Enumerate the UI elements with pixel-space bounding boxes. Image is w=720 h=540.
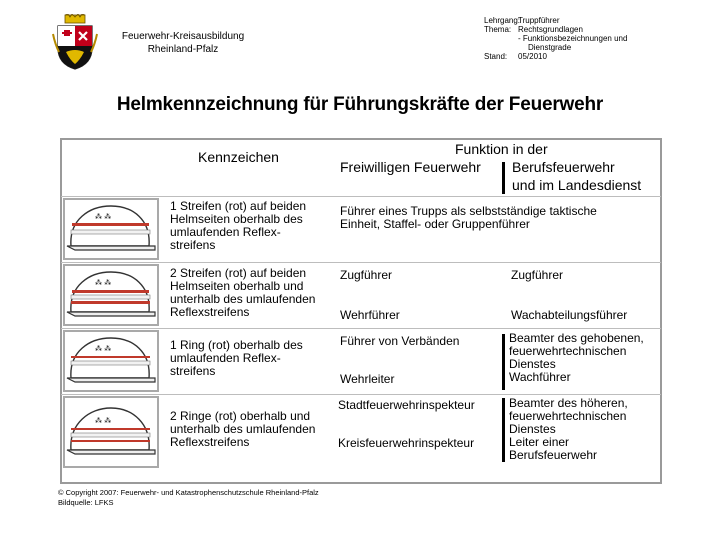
row-2-bf-2: Wachabteilungsführer (511, 308, 628, 322)
helmet-icon (65, 398, 157, 466)
coat-of-arms-icon (52, 14, 98, 70)
helmet-icon (65, 266, 157, 324)
stand-value: 05/2010 (518, 52, 547, 61)
function-line: Führer eines Trupps als selbstständige taktische (340, 204, 597, 218)
stand-label: Stand: (484, 52, 508, 61)
row-divider (61, 196, 661, 197)
desc-line: 2 Streifen (rot) auf beiden (170, 266, 307, 280)
row-3-divider-bar (502, 334, 505, 390)
helmet-icon (65, 332, 157, 390)
bf-line: Wachführer (509, 370, 571, 384)
helmet-image-3 (63, 330, 159, 392)
helmet-image-2 (63, 264, 159, 326)
desc-line: 1 Streifen (rot) auf beiden (170, 199, 307, 213)
header-kennzeichen: Kennzeichen (198, 149, 279, 165)
page-title: Helmkennzeichnung für Führungskräfte der Feuerwehr (116, 94, 604, 115)
image-source: Bildquelle: LFKS (58, 498, 114, 507)
row-3-ff-2: Wehrleiter (340, 372, 395, 386)
row-1-function (340, 205, 597, 231)
svg-text:⁂ ⁂: ⁂ ⁂ (95, 345, 112, 353)
desc-line: unterhalb des umlaufenden (170, 422, 316, 436)
helmet-image-4 (63, 396, 159, 468)
row-4-ff-2: Kreisfeuerwehrinspekteur (338, 436, 475, 450)
row-2-description (170, 267, 315, 319)
desc-line: umlaufenden Reflex- (170, 225, 281, 239)
header-ff: Freiwilligen Feuerwehr (340, 159, 481, 175)
organization-name (108, 30, 258, 56)
row-3-ff-1: Führer von Verbänden (340, 334, 460, 348)
bf-line: Dienstes (509, 422, 556, 436)
desc-line: unterhalb des umlaufenden (170, 292, 316, 306)
row-4-bf (509, 397, 628, 462)
row-4-ff-1: Stadtfeuerwehrinspekteur (338, 398, 475, 412)
header-divider-bar (502, 162, 505, 194)
lehrgang-value: Truppführer (518, 16, 560, 25)
desc-line: Helmseiten oberhalb des (170, 212, 303, 226)
bf-line: Berufsfeuerwehr (509, 448, 598, 462)
header-funktion: Funktion in der (455, 141, 548, 157)
bf-line: Leiter einer (509, 435, 570, 449)
thema-label: Thema: (484, 25, 512, 34)
row-2-bf-1: Zugführer (511, 268, 564, 282)
header-bf-2: und im Landesdienst (512, 177, 642, 193)
row-divider (61, 328, 661, 329)
bf-line: Dienstes (509, 357, 556, 371)
desc-line: umlaufenden Reflex- (170, 351, 281, 365)
row-2-ff-1: Zugführer (340, 268, 393, 282)
lehrgang-label: Lehrgang: (484, 16, 521, 25)
row-4-divider-bar (502, 398, 505, 462)
desc-line: Reflexstreifens (170, 435, 250, 449)
bf-line: feuerwehrtechnischen (509, 409, 627, 423)
desc-line: Helmseiten oberhalb und (170, 279, 304, 293)
footer (58, 488, 319, 508)
svg-text:⁂ ⁂: ⁂ ⁂ (95, 279, 112, 287)
row-3-description (170, 339, 303, 378)
bf-line: feuerwehrtechnischen (509, 344, 627, 358)
desc-line: streifens (170, 364, 216, 378)
svg-text:⁂ ⁂: ⁂ ⁂ (95, 417, 112, 425)
org-line-2: Rheinland-Pfalz (147, 44, 219, 55)
desc-line: streifens (170, 238, 216, 252)
thema-value: Rechtsgrundlagen (518, 25, 583, 34)
org-line-1: Feuerwehr-Kreisausbildung (121, 31, 245, 42)
copyright: © Copyright 2007: Feuerwehr- und Katastrophenschutzschule Rheinland-Pfalz (58, 488, 319, 497)
helmet-icon (65, 200, 157, 258)
function-line: Einheit, Staffel- oder Gruppenführer (340, 217, 530, 231)
row-1-description (170, 200, 306, 252)
svg-text:⁂ ⁂: ⁂ ⁂ (95, 213, 112, 221)
thema-sub-1: - Funktionsbezeichnungen und (518, 34, 628, 43)
bf-line: Beamter des gehobenen, (509, 331, 644, 345)
desc-line: 1 Ring (rot) oberhalb des (170, 338, 303, 352)
bf-line: Beamter des höheren, (509, 396, 628, 410)
header-bf-1: Berufsfeuerwehr (512, 159, 615, 175)
helmet-image-1 (63, 198, 159, 260)
desc-line: 2 Ringe (rot) oberhalb und (170, 409, 311, 423)
row-2-ff-2: Wehrführer (340, 308, 400, 322)
row-4-description (170, 410, 315, 449)
thema-sub-2: Dienstgrade (528, 43, 572, 52)
row-3-bf (509, 332, 644, 384)
row-divider (61, 394, 661, 395)
row-divider (61, 262, 661, 263)
course-meta (484, 16, 627, 61)
desc-line: Reflexstreifens (170, 305, 250, 319)
